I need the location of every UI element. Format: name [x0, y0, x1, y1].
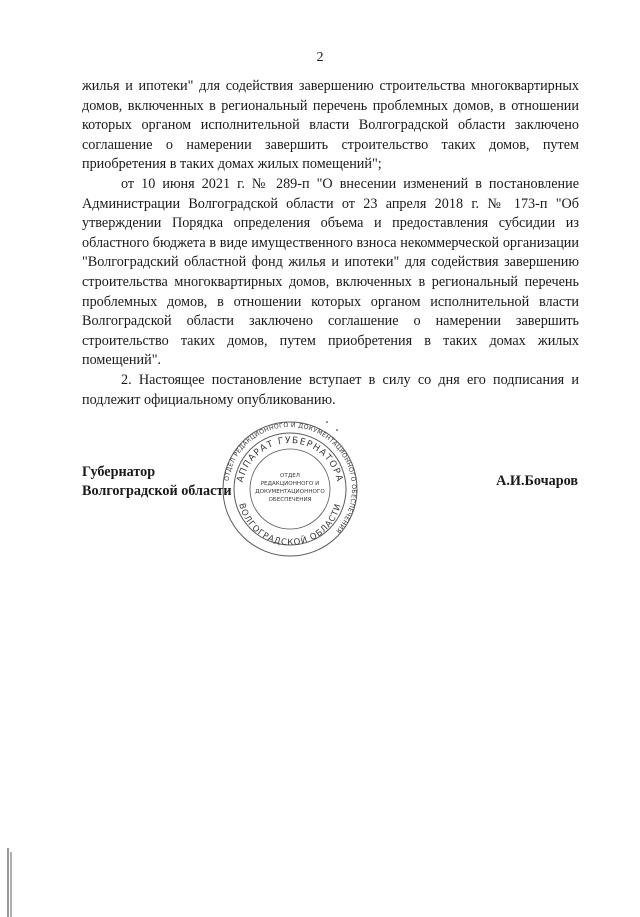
signatory-name: А.И.Бочаров	[496, 473, 578, 489]
signatory-position	[82, 463, 232, 501]
official-stamp	[220, 419, 360, 559]
scan-speck	[326, 421, 328, 423]
stamp-center-line-1: ОТДЕЛ	[280, 473, 300, 479]
scan-speck	[336, 429, 338, 431]
paragraph-amendment-2021: от 10 июня 2021 г. № 289-п "О внесении изменений в постановление Администрации Волгоградской области от 23 апреля 2018 г. № 173-п "Об утверждении Порядка определения объема и предоставления субсидии из областного бюджета в виде имущественного взноса некоммерческой организации "Волгоградский областной фонд жилья и ипотеки" для содействия завершению строительства многоквартирных домов, включенных в региональный перечень проблемных домов, в отношении которых органом исполнительной власти Волгоградской области заключено соглашение о намерении завершить строительство таких домов, путем приобретения в таких домах жилых помещений".	[82, 175, 579, 369]
signatory-region: Волгоградской области	[82, 483, 232, 499]
stamp-center-line-2: РЕДАКЦИОННОГО И	[260, 481, 320, 487]
document-body	[82, 77, 579, 410]
paragraph-continuation: жилья и ипотеки" для содействия завершению строительства многоквартирных домов, включенных в региональный перечень проблемных домов, в отношении которых органом исполнительной власти Волгоградской области заключено соглашение о намерении завершить строительство таких домов, путем приобретения в таких домах жилых помещений";	[82, 78, 579, 173]
signatory-title: Губернатор	[82, 464, 156, 480]
scan-margin-lines	[7, 848, 15, 917]
stamp-inner-bottom-text: ВОЛГОГРАДСКОЙ ОБЛАСТИ	[236, 502, 344, 549]
paragraph-entry-into-force: 2. Настоящее постановление вступает в силу со дня его подписания и подлежит официальному опубликованию.	[82, 371, 579, 408]
page-number: 2	[316, 50, 324, 65]
stamp-inner-top-text: АППАРАТ ГУБЕРНАТОРА	[235, 435, 345, 484]
stamp-outer-text: ОТДЕЛ РЕДАКЦИОННОГО И ДОКУМЕНТАЦИОННОГО ОБЕСПЕЧЕНИЯ	[223, 421, 358, 535]
stamp-center-line-3: ДОКУМЕНТАЦИОННОГО	[255, 489, 325, 495]
stamp-center-line-4: ОБЕСПЕЧЕНИЯ	[268, 497, 312, 503]
